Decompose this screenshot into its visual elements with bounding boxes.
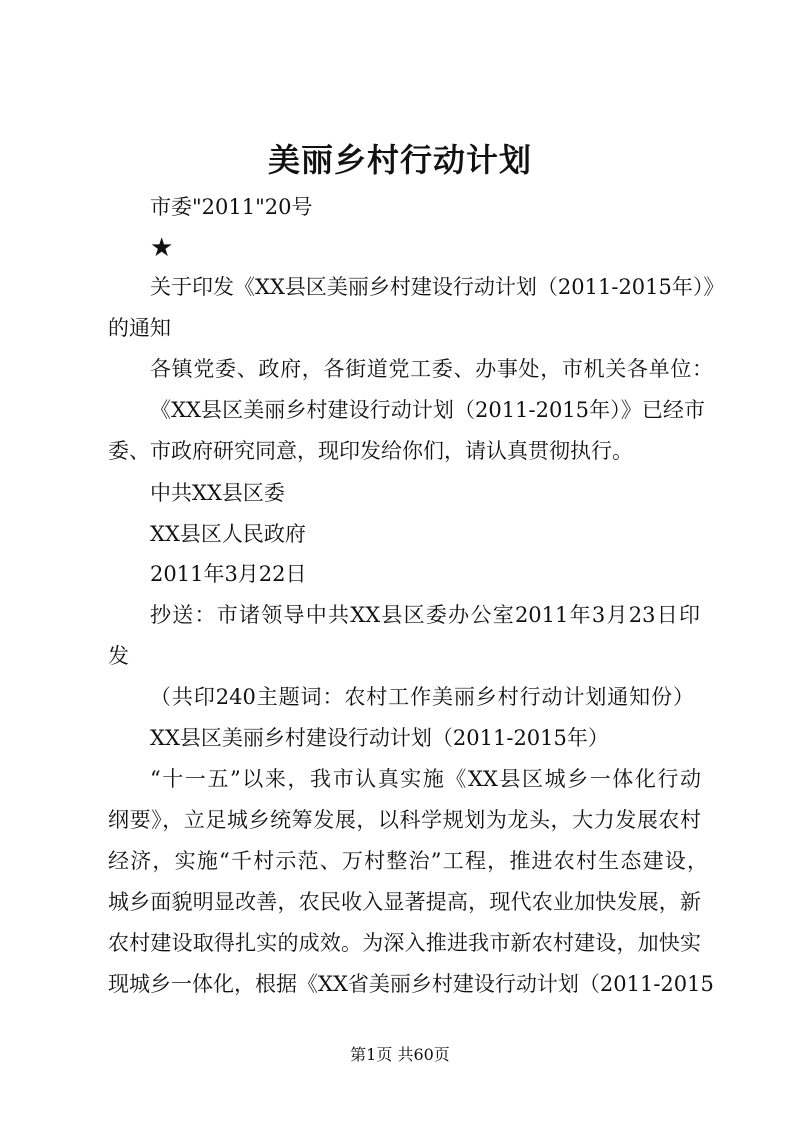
paragraph-line: 农村建设取得扎实的成效。为深入推进我市新农村建设，加快实 <box>108 931 701 955</box>
plan-title: XX县区美丽乡村建设行动计划（2011-2015年） <box>150 726 609 750</box>
notice-body-line-1: 《XX县区美丽乡村建设行动计划（2011-2015年）》已经市 <box>150 398 705 422</box>
paragraph-line: 城乡面貌明显改善，农民收入显著提高，现代农业加快发展，新 <box>108 890 701 914</box>
cc-line-2: 发 <box>108 644 129 668</box>
document-number: 市委"2011"20号 <box>150 195 313 219</box>
addressee: 各镇党委、政府，各街道党工委、办事处，市机关各单位： <box>150 357 713 381</box>
notice-body-line-2: 委、市政府研究同意，现印发给你们，请认真贯彻执行。 <box>108 439 633 463</box>
paragraph-line: 现城乡一体化，根据《XX省美丽乡村建设行动计划（2011-2015 <box>108 972 714 996</box>
paragraph-line: 经济，实施“千村示范、万村整治”工程，推进农村生态建设， <box>108 849 708 873</box>
printing-note: （共印240主题词：农村工作美丽乡村行动计划通知份） <box>150 685 694 709</box>
document-title: 美丽乡村行动计划 <box>267 141 532 179</box>
cc-line-1: 抄送：市诸领导中共XX县区委办公室2011年3月23日印 <box>150 603 700 627</box>
issue-date: 2011年3月22日 <box>150 562 307 586</box>
paragraph-line: 纲要》，立足城乡统筹发展，以科学规划为龙头，大力发展农村 <box>108 808 701 832</box>
notice-title-line-1: 关于印发《XX县区美丽乡村建设行动计划（2011-2015年）》 <box>150 275 725 299</box>
page-footer: 第1页 共60页 <box>350 1045 450 1064</box>
signatory-party-committee: 中共XX县区委 <box>150 481 285 505</box>
signatory-government: XX县区人民政府 <box>150 522 306 546</box>
paragraph-line: “十一五”以来，我市认真实施《XX县区城乡一体化行动 <box>150 767 701 791</box>
star-icon: ★ <box>150 233 174 263</box>
notice-title-line-2: 的通知 <box>108 316 171 340</box>
